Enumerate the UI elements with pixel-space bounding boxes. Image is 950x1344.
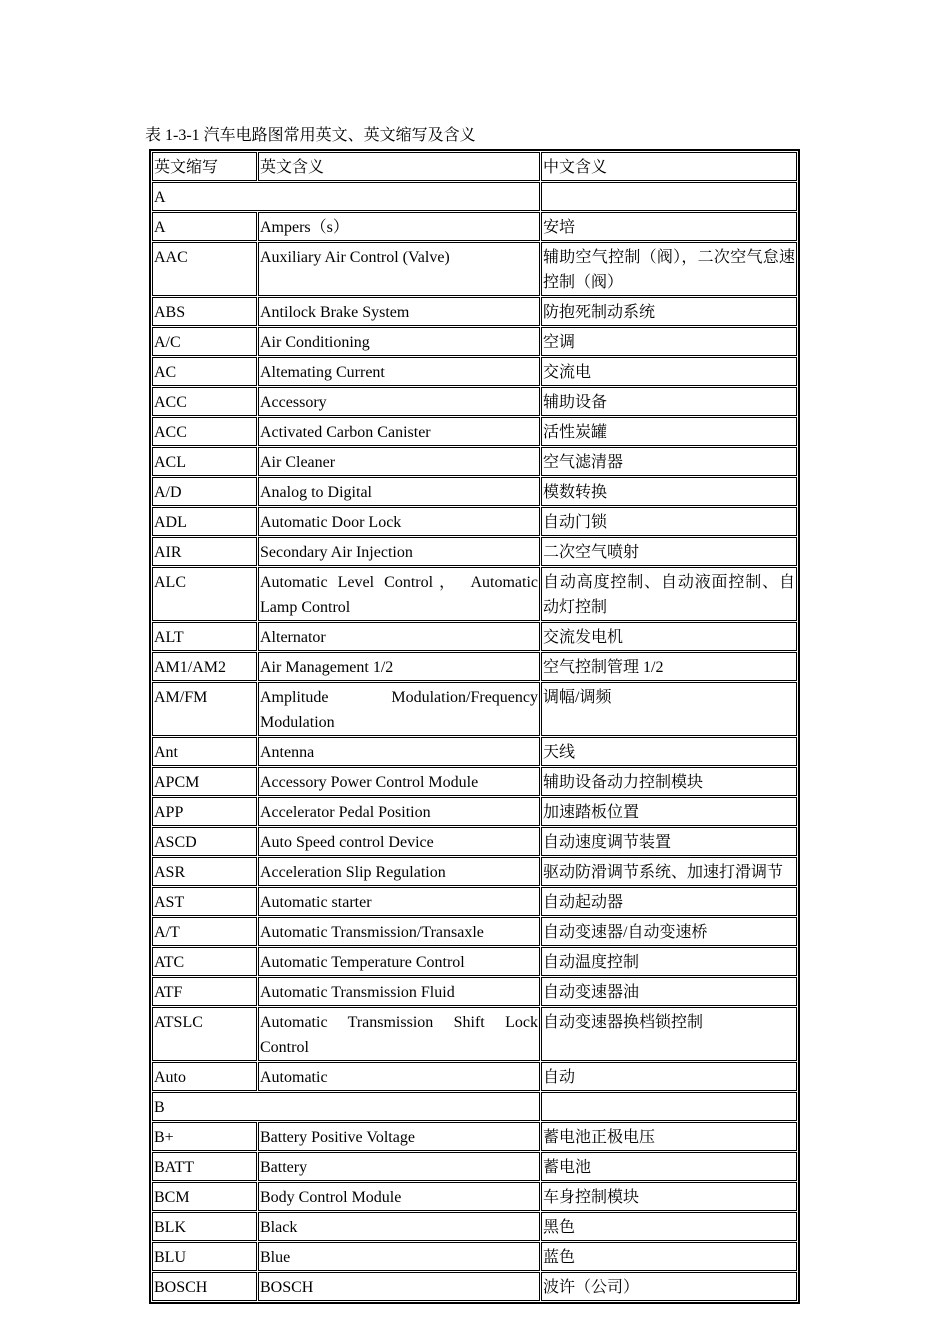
english-meaning-cell: Black: [258, 1212, 540, 1241]
abbr-cell: APCM: [152, 767, 257, 796]
english-meaning-cell: Automatic Temperature Control: [258, 947, 540, 976]
english-meaning-cell: Automatic: [258, 1062, 540, 1091]
english-meaning-cell: Automatic Door Lock: [258, 507, 540, 536]
abbreviation-table-frame: [149, 149, 800, 1304]
chinese-meaning-cell: 自动速度调节装置: [541, 827, 797, 856]
chinese-meaning-cell: 自动起动器: [541, 887, 797, 916]
table-row: [152, 917, 797, 946]
table-row: [152, 297, 797, 326]
abbr-cell: Auto: [152, 1062, 257, 1091]
table-row: [152, 1062, 797, 1091]
abbr-cell: AM1/AM2: [152, 652, 257, 681]
section-row: [152, 1092, 797, 1121]
table-row: [152, 947, 797, 976]
abbr-cell: ASR: [152, 857, 257, 886]
table-row: [152, 507, 797, 536]
table-row: [152, 1152, 797, 1181]
abbr-cell: A/D: [152, 477, 257, 506]
chinese-meaning-cell: 模数转换: [541, 477, 797, 506]
table-row: [152, 887, 797, 916]
header-english: 英文含义: [258, 152, 540, 181]
english-meaning-cell: Ampers（s）: [258, 212, 540, 241]
table-row: [152, 1182, 797, 1211]
chinese-meaning-cell: 空气滤清器: [541, 447, 797, 476]
table-row: [152, 1122, 797, 1151]
chinese-meaning-cell: 蓄电池: [541, 1152, 797, 1181]
english-meaning-cell: Air Management 1/2: [258, 652, 540, 681]
table-body: [152, 152, 797, 1301]
abbr-cell: AIR: [152, 537, 257, 566]
abbr-cell: BOSCH: [152, 1272, 257, 1301]
chinese-meaning-cell: 自动变速器换档锁控制: [541, 1007, 797, 1061]
abbr-cell: AM/FM: [152, 682, 257, 736]
english-meaning-cell: Battery Positive Voltage: [258, 1122, 540, 1151]
table-row: [152, 622, 797, 651]
english-meaning-cell: Body Control Module: [258, 1182, 540, 1211]
section-empty-cell: [541, 182, 797, 211]
table-row: [152, 357, 797, 386]
table-row: [152, 767, 797, 796]
header-abbr: 英文缩写: [152, 152, 257, 181]
table-row: [152, 1212, 797, 1241]
english-meaning-cell: Antenna: [258, 737, 540, 766]
table-row: [152, 567, 797, 621]
chinese-meaning-cell: 蓄电池正极电压: [541, 1122, 797, 1151]
abbr-cell: APP: [152, 797, 257, 826]
header-chinese: 中文含义: [541, 152, 797, 181]
abbr-cell: ALC: [152, 567, 257, 621]
table-row: [152, 477, 797, 506]
table-row: [152, 417, 797, 446]
chinese-meaning-cell: 防抱死制动系统: [541, 297, 797, 326]
chinese-meaning-cell: 活性炭罐: [541, 417, 797, 446]
chinese-meaning-cell: 驱动防滑调节系统、加速打滑调节: [541, 857, 797, 886]
chinese-meaning-cell: 加速踏板位置: [541, 797, 797, 826]
chinese-meaning-cell: 天线: [541, 737, 797, 766]
abbr-cell: BCM: [152, 1182, 257, 1211]
english-meaning-cell: Automatic Transmission Shift Lock Control: [258, 1007, 540, 1061]
english-meaning-cell: Antilock Brake System: [258, 297, 540, 326]
abbr-cell: ASCD: [152, 827, 257, 856]
chinese-meaning-cell: 自动门锁: [541, 507, 797, 536]
table-row: [152, 797, 797, 826]
table-row: [152, 977, 797, 1006]
abbreviation-table: [151, 151, 798, 1302]
abbr-cell: ATF: [152, 977, 257, 1006]
english-meaning-cell: Air Cleaner: [258, 447, 540, 476]
english-meaning-cell: Analog to Digital: [258, 477, 540, 506]
table-row: [152, 327, 797, 356]
english-meaning-cell: Automatic starter: [258, 887, 540, 916]
abbr-cell: B+: [152, 1122, 257, 1151]
abbr-cell: ACC: [152, 417, 257, 446]
table-row: [152, 682, 797, 736]
abbr-cell: BATT: [152, 1152, 257, 1181]
english-meaning-cell: Activated Carbon Canister: [258, 417, 540, 446]
english-meaning-cell: Automatic Transmission/Transaxle: [258, 917, 540, 946]
english-meaning-cell: Blue: [258, 1242, 540, 1271]
abbr-cell: ALT: [152, 622, 257, 651]
chinese-meaning-cell: 自动变速器/自动变速桥: [541, 917, 797, 946]
chinese-meaning-cell: 自动高度控制、自动液面控制、自动灯控制: [541, 567, 797, 621]
chinese-meaning-cell: 自动: [541, 1062, 797, 1091]
section-empty-cell: [541, 1092, 797, 1121]
abbr-cell: A/C: [152, 327, 257, 356]
abbr-cell: A/T: [152, 917, 257, 946]
abbr-cell: ABS: [152, 297, 257, 326]
section-letter: B: [152, 1092, 540, 1121]
english-meaning-cell: Air Conditioning: [258, 327, 540, 356]
abbr-cell: ATSLC: [152, 1007, 257, 1061]
english-meaning-cell: Automatic Level Control， Automatic Lamp Control: [258, 567, 540, 621]
english-meaning-cell: Auto Speed control Device: [258, 827, 540, 856]
english-meaning-cell: Battery: [258, 1152, 540, 1181]
abbr-cell: AST: [152, 887, 257, 916]
table-row: [152, 1272, 797, 1301]
abbr-cell: BLU: [152, 1242, 257, 1271]
chinese-meaning-cell: 辅助空气控制（阀），二次空气怠速控制（阀）: [541, 242, 797, 296]
chinese-meaning-cell: 辅助设备: [541, 387, 797, 416]
abbr-cell: A: [152, 212, 257, 241]
chinese-meaning-cell: 空调: [541, 327, 797, 356]
table-row: [152, 537, 797, 566]
table-row: [152, 242, 797, 296]
english-meaning-cell: Automatic Transmission Fluid: [258, 977, 540, 1006]
abbr-cell: Ant: [152, 737, 257, 766]
english-meaning-cell: BOSCH: [258, 1272, 540, 1301]
english-meaning-cell: Auxiliary Air Control (Valve): [258, 242, 540, 296]
english-meaning-cell: Accessory Power Control Module: [258, 767, 540, 796]
chinese-meaning-cell: 交流电: [541, 357, 797, 386]
chinese-meaning-cell: 自动变速器油: [541, 977, 797, 1006]
table-row: [152, 387, 797, 416]
table-row: [152, 1242, 797, 1271]
english-meaning-cell: Amplitude Modulation/Frequency Modulation: [258, 682, 540, 736]
table-row: [152, 1007, 797, 1061]
abbr-cell: ADL: [152, 507, 257, 536]
table-row: [152, 827, 797, 856]
chinese-meaning-cell: 波许（公司）: [541, 1272, 797, 1301]
chinese-meaning-cell: 辅助设备动力控制模块: [541, 767, 797, 796]
english-meaning-cell: Altemating Current: [258, 357, 540, 386]
abbr-cell: ACL: [152, 447, 257, 476]
english-meaning-cell: Secondary Air Injection: [258, 537, 540, 566]
table-caption: 表 1-3-1 汽车电路图常用英文、英文缩写及含义: [145, 127, 476, 144]
chinese-meaning-cell: 二次空气喷射: [541, 537, 797, 566]
abbr-cell: ATC: [152, 947, 257, 976]
chinese-meaning-cell: 自动温度控制: [541, 947, 797, 976]
english-meaning-cell: Acceleration Slip Regulation: [258, 857, 540, 886]
chinese-meaning-cell: 空气控制管理 1/2: [541, 652, 797, 681]
chinese-meaning-cell: 蓝色: [541, 1242, 797, 1271]
chinese-meaning-cell: 黑色: [541, 1212, 797, 1241]
english-meaning-cell: Alternator: [258, 622, 540, 651]
table-row: [152, 857, 797, 886]
chinese-meaning-cell: 交流发电机: [541, 622, 797, 651]
table-header-row: [152, 152, 797, 181]
english-meaning-cell: Accelerator Pedal Position: [258, 797, 540, 826]
table-row: [152, 447, 797, 476]
table-row: [152, 737, 797, 766]
section-row: [152, 182, 797, 211]
chinese-meaning-cell: 调幅/调频: [541, 682, 797, 736]
abbr-cell: BLK: [152, 1212, 257, 1241]
chinese-meaning-cell: 车身控制模块: [541, 1182, 797, 1211]
table-row: [152, 652, 797, 681]
abbr-cell: ACC: [152, 387, 257, 416]
abbr-cell: AAC: [152, 242, 257, 296]
chinese-meaning-cell: 安培: [541, 212, 797, 241]
section-letter: A: [152, 182, 540, 211]
english-meaning-cell: Accessory: [258, 387, 540, 416]
table-row: [152, 212, 797, 241]
abbr-cell: AC: [152, 357, 257, 386]
